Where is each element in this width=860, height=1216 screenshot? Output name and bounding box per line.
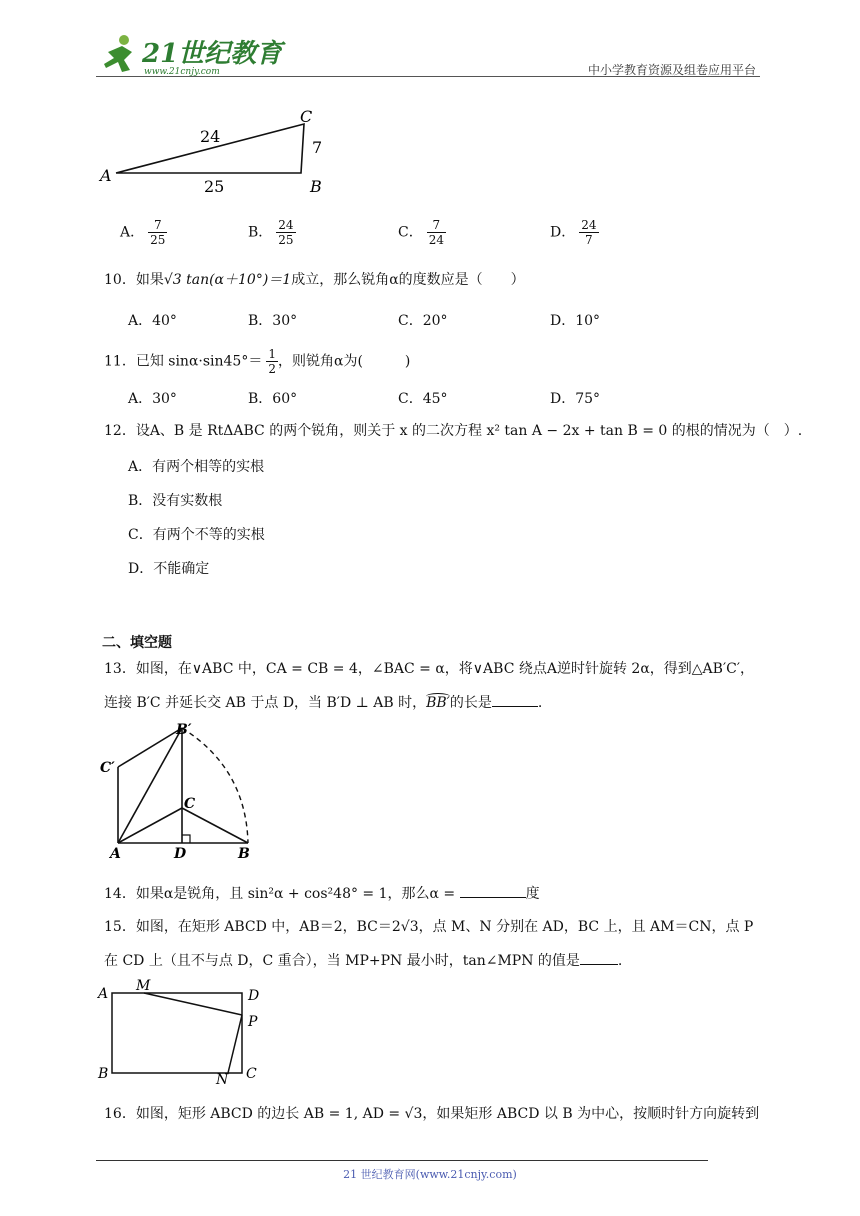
q11-option-c[interactable]: C．45°: [398, 391, 448, 407]
label-B: B: [98, 1066, 109, 1082]
footer-link[interactable]: 21 世纪教育网(www.21cnjy.com): [343, 1168, 517, 1181]
q11-option-b[interactable]: B．60°: [248, 391, 298, 407]
question-16: 16．如图，矩形 ABCD 的边长 AB = 1, AD = √3，如果矩形 ABCD 以 B 为中心，按顺时针方向旋转到: [104, 1106, 760, 1122]
label-D: D: [248, 988, 260, 1004]
q11-option-a[interactable]: A．30°: [128, 391, 177, 407]
question-15-line2: 在 CD 上（且不与点 D，C 重合），当 MP+PN 最小时，tan∠MPN 的值是 .: [104, 953, 623, 969]
q10-option-c[interactable]: C．20°: [398, 313, 448, 329]
q9-option-c[interactable]: C． $\frac{7}{24}$: [398, 218, 444, 247]
q9-option-d[interactable]: D． $\frac{24}{7}$: [550, 218, 597, 247]
label-C: C: [300, 107, 313, 126]
answer-blank-15[interactable]: [580, 964, 618, 965]
question-10: 10．如果√3 tan(α＋10°)＝1成立，那么锐角α的度数应是（ ）: [104, 272, 525, 288]
label-BC: 7: [312, 138, 323, 157]
header-platform-text: 中小学教育资源及组卷应用平台: [587, 63, 756, 77]
q12-option-b[interactable]: B．没有实数根: [128, 493, 223, 509]
label-C: C: [184, 796, 196, 812]
label-N: N: [216, 1072, 229, 1088]
header-divider: [96, 76, 760, 77]
q10-option-d[interactable]: D．10°: [550, 313, 601, 329]
label-M: M: [136, 978, 151, 994]
q9-option-b[interactable]: B． $\frac{24}{25}$: [248, 218, 294, 247]
question-12: 12．设A、B 是 RtΔABC 的两个锐角，则关于 x 的二次方程 x² tan A − 2x + tan B = 0 的根的情况为（ ）.: [104, 423, 803, 439]
runner-icon: [104, 35, 132, 72]
q9-option-a[interactable]: A． $\frac{7}{25}$: [120, 218, 166, 247]
label-D: D: [174, 846, 187, 862]
q10-option-a[interactable]: A．40°: [128, 313, 177, 329]
label-A: A: [98, 986, 109, 1002]
label-A: A: [100, 166, 112, 185]
q11-option-d[interactable]: D．75°: [550, 391, 601, 407]
triangle-figure: [96, 104, 336, 200]
label-Bp: B′: [176, 722, 192, 738]
label-A: A: [110, 846, 121, 862]
arc-label: BB′: [426, 695, 450, 711]
logo-text: 21世纪教育: [142, 39, 283, 69]
answer-blank-14[interactable]: [460, 897, 526, 898]
question-11: 11．已知 sinα·sin45°＝ $\frac{1}{2}$ ，则锐角α为( ): [104, 347, 411, 376]
label-C: C: [246, 1066, 257, 1082]
q10-option-b[interactable]: B．30°: [248, 313, 298, 329]
answer-blank-13[interactable]: [492, 706, 538, 707]
question-15-line1: 15．如图，在矩形 ABCD 中，AB＝2，BC＝2√3，点 M、N 分别在 AD，BC 上，且 AM＝CN，点 P: [104, 919, 754, 935]
question-13-line1: 13．如图，在∨ABC 中，CA = CB = 4，∠BAC = α，将∨ABC 绕点A逆时针旋转 2α，得到△AB′C′，: [104, 661, 755, 677]
label-Cp: C′: [100, 760, 115, 776]
site-logo: [94, 30, 283, 80]
rectangle-figure: [96, 978, 276, 1086]
label-B: B: [238, 846, 250, 862]
rotation-figure: [98, 716, 268, 866]
label-AB: 25: [204, 177, 225, 196]
q12-option-a[interactable]: A．有两个相等的实根: [128, 459, 265, 475]
question-14: 14．如果α是锐角，且 sin²α + cos²48° = 1，那么α = 度: [104, 886, 540, 902]
logo-url: www.21cnjy.com: [144, 67, 220, 77]
section-heading: 二、填空题: [102, 635, 172, 651]
q12-option-c[interactable]: C．有两个不等的实根: [128, 527, 265, 543]
label-P: P: [248, 1014, 258, 1030]
question-13-line2: 连接 B′C 并延长交 AB 于点 D，当 B′D ⊥ AB 时， BB′的长是 .: [104, 695, 543, 711]
q12-option-d[interactable]: D．不能确定: [128, 561, 210, 577]
footer-divider: [96, 1160, 708, 1161]
label-AC: 24: [200, 127, 221, 146]
label-B: B: [310, 177, 322, 196]
